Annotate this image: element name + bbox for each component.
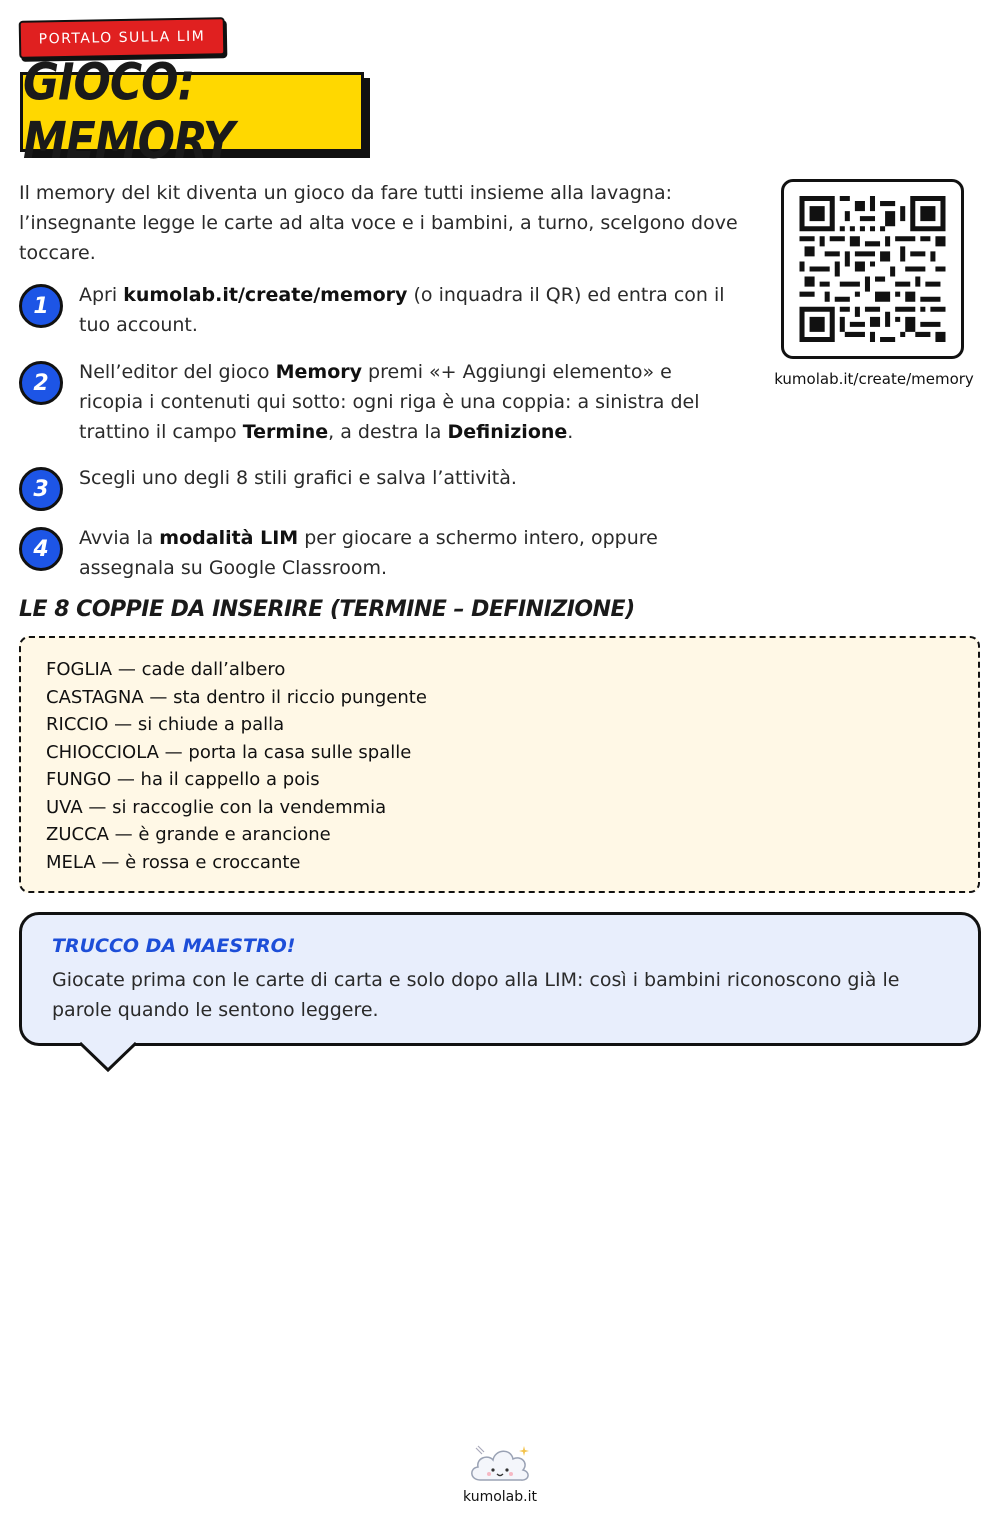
step-number-1: 1 bbox=[19, 284, 63, 328]
step-text-3: Scegli uno degli 8 stili grafici e salva l’attività. bbox=[79, 467, 517, 489]
footer-url[interactable]: kumolab.it bbox=[463, 1489, 537, 1505]
step-text-1: Apri kumolab.it/create/memory (o inquadra il QR) ed entra con il tuo account. bbox=[79, 284, 725, 336]
step-number-4: 4 bbox=[19, 527, 63, 571]
qr-code-icon bbox=[798, 196, 947, 342]
list-item: RICCIO — si chiude a palla bbox=[46, 714, 285, 735]
qr-code-frame[interactable] bbox=[781, 179, 964, 359]
list-item: UVA — si raccoglie con la vendemmia bbox=[46, 796, 387, 818]
list-item: CHIOCCIOLA — porta la casa sulle spalle bbox=[46, 741, 412, 763]
tip-title: TRUCCO DA MAESTRO! bbox=[52, 935, 296, 957]
list-item: ZUCCA — è grande e arancione bbox=[46, 824, 331, 845]
speech-tail-icon bbox=[78, 1042, 142, 1074]
step-text-4: Avvia la modalità LIM per giocare a schermo intero, oppure assegnala su Google Classroom. bbox=[79, 527, 658, 579]
list-item: FOGLIA — cade dall’albero bbox=[46, 659, 286, 680]
step-text-2: Nell’editor del gioco Memory premi «+ Aggiungi elemento» e ricopia i contenuti qui sotto: ogni riga è una coppia: a sinistra del trattino il campo Termine, a destra la Definizione. bbox=[79, 361, 700, 443]
title-banner bbox=[20, 53, 364, 171]
list-item: CASTAGNA — sta dentro il riccio pungente bbox=[46, 686, 427, 708]
list-item: MELA — è rossa e croccante bbox=[46, 851, 301, 873]
step-number-2: 2 bbox=[19, 361, 63, 405]
pairs-section-title: LE 8 COPPIE DA INSERIRE (TERMINE – DEFINIZIONE) bbox=[19, 597, 635, 622]
step-number-3: 3 bbox=[19, 467, 63, 511]
page-title: GIOCO: MEMORY bbox=[23, 53, 234, 171]
pairs-list bbox=[46, 656, 427, 876]
tip-text: Giocate prima con le carte di carta e solo dopo alla LIM: così i bambini riconoscono già le parole quando le sentono leggere. bbox=[52, 969, 900, 1021]
list-item: FUNGO — ha il cappello a pois bbox=[46, 769, 320, 790]
pairs-box bbox=[19, 636, 980, 893]
tip-callout bbox=[19, 912, 981, 1046]
lim-badge: PORTALO SULLA LIM bbox=[19, 17, 226, 59]
intro-paragraph: Il memory del kit diventa un gioco da fare tutti insieme alla lavagna: l’insegnante legge le carte ad alta voce e i bambini, a turno, scelgono dove toccare. bbox=[19, 182, 738, 264]
cloud-logo-icon bbox=[466, 1440, 536, 1486]
qr-url-label[interactable]: kumolab.it/create/memory bbox=[774, 370, 974, 388]
